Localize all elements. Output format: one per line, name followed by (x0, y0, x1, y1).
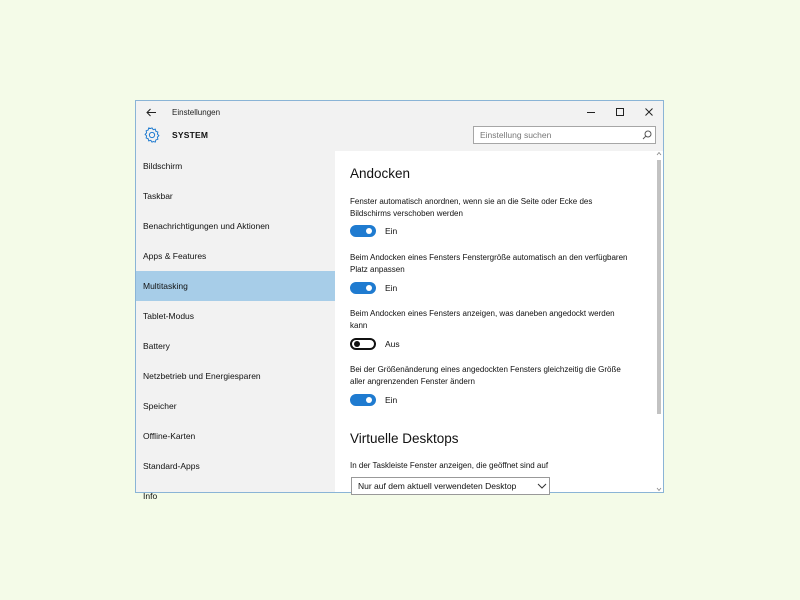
setting-label-snap-assist: Beim Andocken eines Fensters anzeigen, was daneben angedockt werden kann (350, 309, 615, 330)
toggle-row-auto-resize (350, 282, 397, 294)
gear-icon (143, 126, 161, 144)
sidebar-item-multitasking[interactable]: Multitasking (136, 271, 335, 301)
title-bar (136, 101, 663, 123)
chevron-down-icon (535, 482, 549, 490)
toggle-row-resize-adjacent (350, 394, 397, 406)
toggle-auto-resize[interactable] (350, 282, 376, 294)
taskbar-windows-dropdown[interactable] (351, 477, 550, 495)
dropdown-value: Nur auf dem aktuell verwendeten Desktop (358, 481, 517, 491)
search-icon[interactable] (642, 130, 652, 140)
toggle-knob (366, 285, 372, 291)
toggle-state-label: Ein (385, 395, 398, 405)
sidebar-item-netzbetrieb[interactable]: Netzbetrieb und Energiesparen (143, 371, 261, 381)
sidebar (136, 151, 335, 501)
search-box[interactable] (473, 126, 656, 144)
toggle-snap-assist[interactable] (350, 338, 376, 350)
toggle-knob (366, 228, 372, 234)
sidebar-item-benachrichtigungen[interactable]: Benachrichtigungen und Aktionen (143, 221, 270, 231)
toggle-row-snap-assist (350, 338, 400, 350)
setting-label-auto-resize: Beim Andocken eines Fensters Fenstergröße automatisch an den verfügbaren Platz anpassen (350, 253, 628, 274)
scroll-thumb[interactable] (657, 160, 661, 414)
toggle-state-label: Ein (385, 226, 398, 236)
section-heading-andocken: Andocken (350, 166, 411, 181)
minimize-button[interactable] (576, 101, 605, 123)
toggle-state-label: Aus (385, 339, 400, 349)
setting-label-taskbar-windows: In der Taskleiste Fenster anzeigen, die geöffnet sind auf (350, 461, 549, 470)
arrow-left-icon (146, 108, 157, 117)
close-icon (644, 107, 654, 117)
search-input[interactable] (474, 127, 640, 143)
maximize-button[interactable] (605, 101, 634, 123)
settings-window (135, 100, 664, 501)
section-heading-virtual-desktops: Virtuelle Desktops (350, 431, 459, 446)
scroll-down-icon[interactable] (656, 487, 662, 492)
scroll-up-icon[interactable] (656, 151, 662, 156)
settings-header (136, 123, 663, 151)
sidebar-item-apps-features[interactable]: Apps & Features (143, 251, 207, 261)
sidebar-item-battery[interactable]: Battery (143, 341, 170, 351)
toggle-auto-arrange[interactable] (350, 225, 376, 237)
setting-label-auto-arrange: Fenster automatisch anordnen, wenn sie an die Seite oder Ecke des Bildschirms verschoben werden (350, 197, 593, 218)
toggle-resize-adjacent[interactable] (350, 394, 376, 406)
content-scrollbar[interactable] (655, 151, 663, 492)
window-title: Einstellungen (172, 107, 221, 117)
maximize-icon (615, 107, 625, 117)
sidebar-item-bildschirm[interactable]: Bildschirm (143, 161, 183, 171)
minimize-icon (586, 107, 596, 117)
sidebar-item-tablet-modus[interactable]: Tablet-Modus (143, 311, 195, 321)
page-title: SYSTEM (172, 130, 209, 140)
sidebar-item-offline-karten[interactable]: Offline-Karten (143, 431, 196, 441)
sidebar-item-standard-apps[interactable]: Standard-Apps (143, 461, 200, 471)
sidebar-item-speicher[interactable]: Speicher (143, 401, 177, 411)
close-button[interactable] (634, 101, 663, 123)
setting-label-resize-adjacent: Bei der Größenänderung eines angedockten Fensters gleichzeitig die Größe aller angrenzenden Fenster ändern (350, 365, 621, 386)
toggle-knob (366, 397, 372, 403)
sidebar-item-taskbar[interactable]: Taskbar (143, 191, 173, 201)
content-pane (335, 151, 655, 492)
back-button[interactable] (136, 101, 166, 123)
toggle-row-auto-arrange (350, 225, 397, 237)
toggle-knob (354, 341, 360, 347)
sidebar-item-info[interactable]: Info (143, 491, 158, 501)
toggle-state-label: Ein (385, 283, 398, 293)
